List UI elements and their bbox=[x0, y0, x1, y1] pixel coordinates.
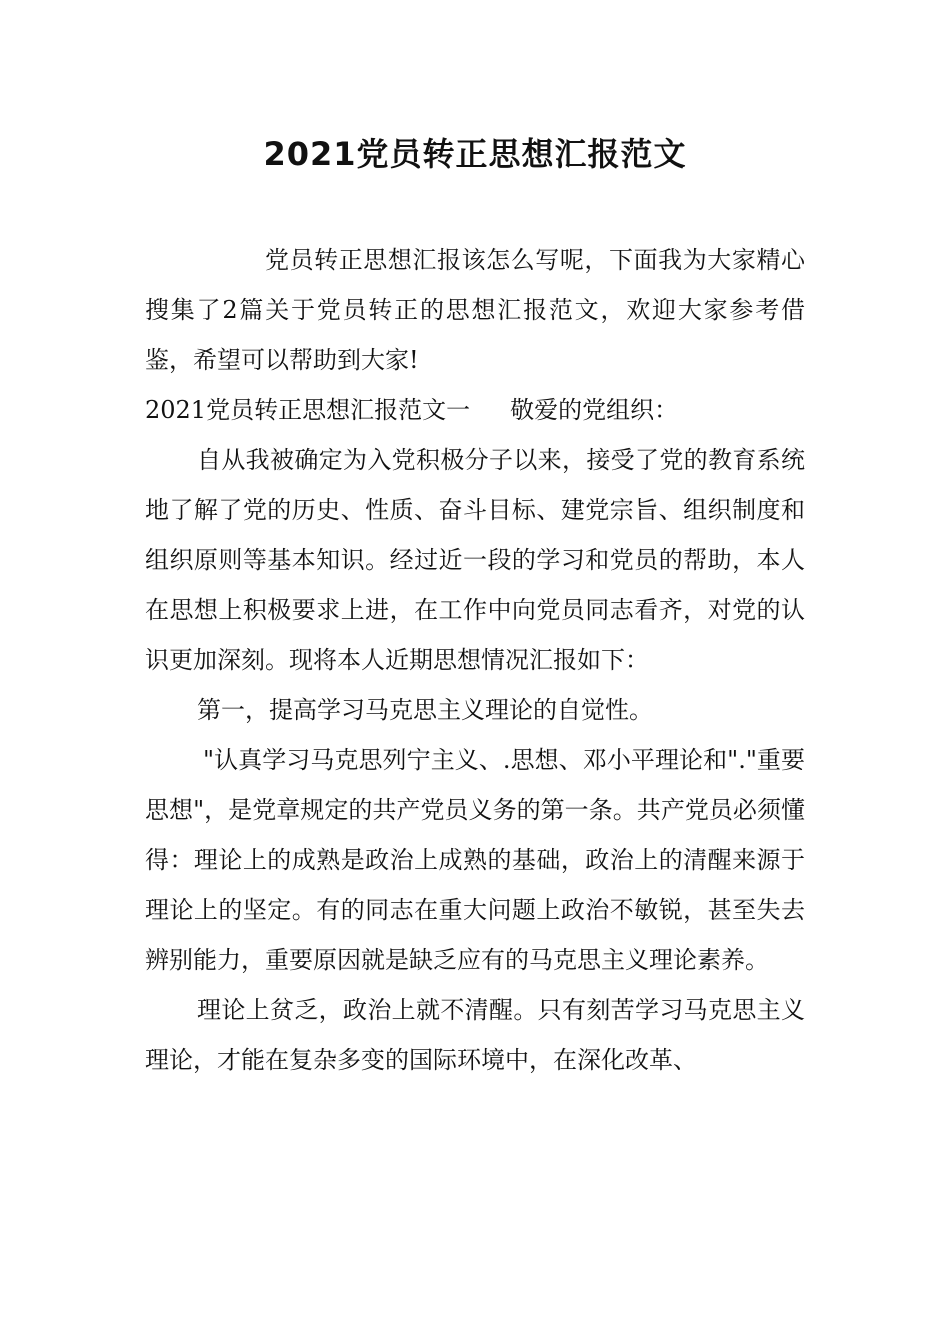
section-heading: 2021党员转正思想汇报范文一 bbox=[145, 396, 471, 424]
salutation: 敬爱的党组织： bbox=[510, 396, 679, 424]
body-paragraph-3: "认真学习马克思列宁主义、.思想、邓小平理论和"."重要思想"，是党章规定的共产党员义务的第一条。共产党员必须懂得：理论上的成熟是政治上成熟的基础，政治上的清醒来源于理论上的坚定。有的同志在重大问题上政治不敏锐，甚至失去辨别能力，重要原因就是缺乏应有的马克思主义理论素养。 bbox=[145, 746, 805, 974]
body-paragraph-4: 理论上贫乏，政治上就不清醒。只有刻苦学习马克思主义理论，才能在复杂多变的国际环境中，在深化改革、 bbox=[145, 996, 805, 1074]
intro-paragraph: 党员转正思想汇报该怎么写呢，下面我为大家精心搜集了2篇关于党员转正的思想汇报范文，欢迎大家参考借鉴，希望可以帮助到大家! bbox=[145, 246, 805, 374]
body-paragraph-1: 自从我被确定为入党积极分子以来，接受了党的教育系统地了解了党的历史、性质、奋斗目标、建党宗旨、组织制度和组织原则等基本知识。经过近一段的学习和党员的帮助，本人在思想上积极要求上进，在工作中向党员同志看齐，对党的认识更加深刻。现将本人近期思想情况汇报如下： bbox=[145, 446, 805, 674]
body-paragraph-2: 第一，提高学习马克思主义理论的自觉性。 bbox=[197, 696, 653, 724]
section-heading-line bbox=[145, 385, 805, 435]
document-body bbox=[145, 235, 805, 1085]
document-title: 2021党员转正思想汇报范文 bbox=[263, 135, 687, 173]
